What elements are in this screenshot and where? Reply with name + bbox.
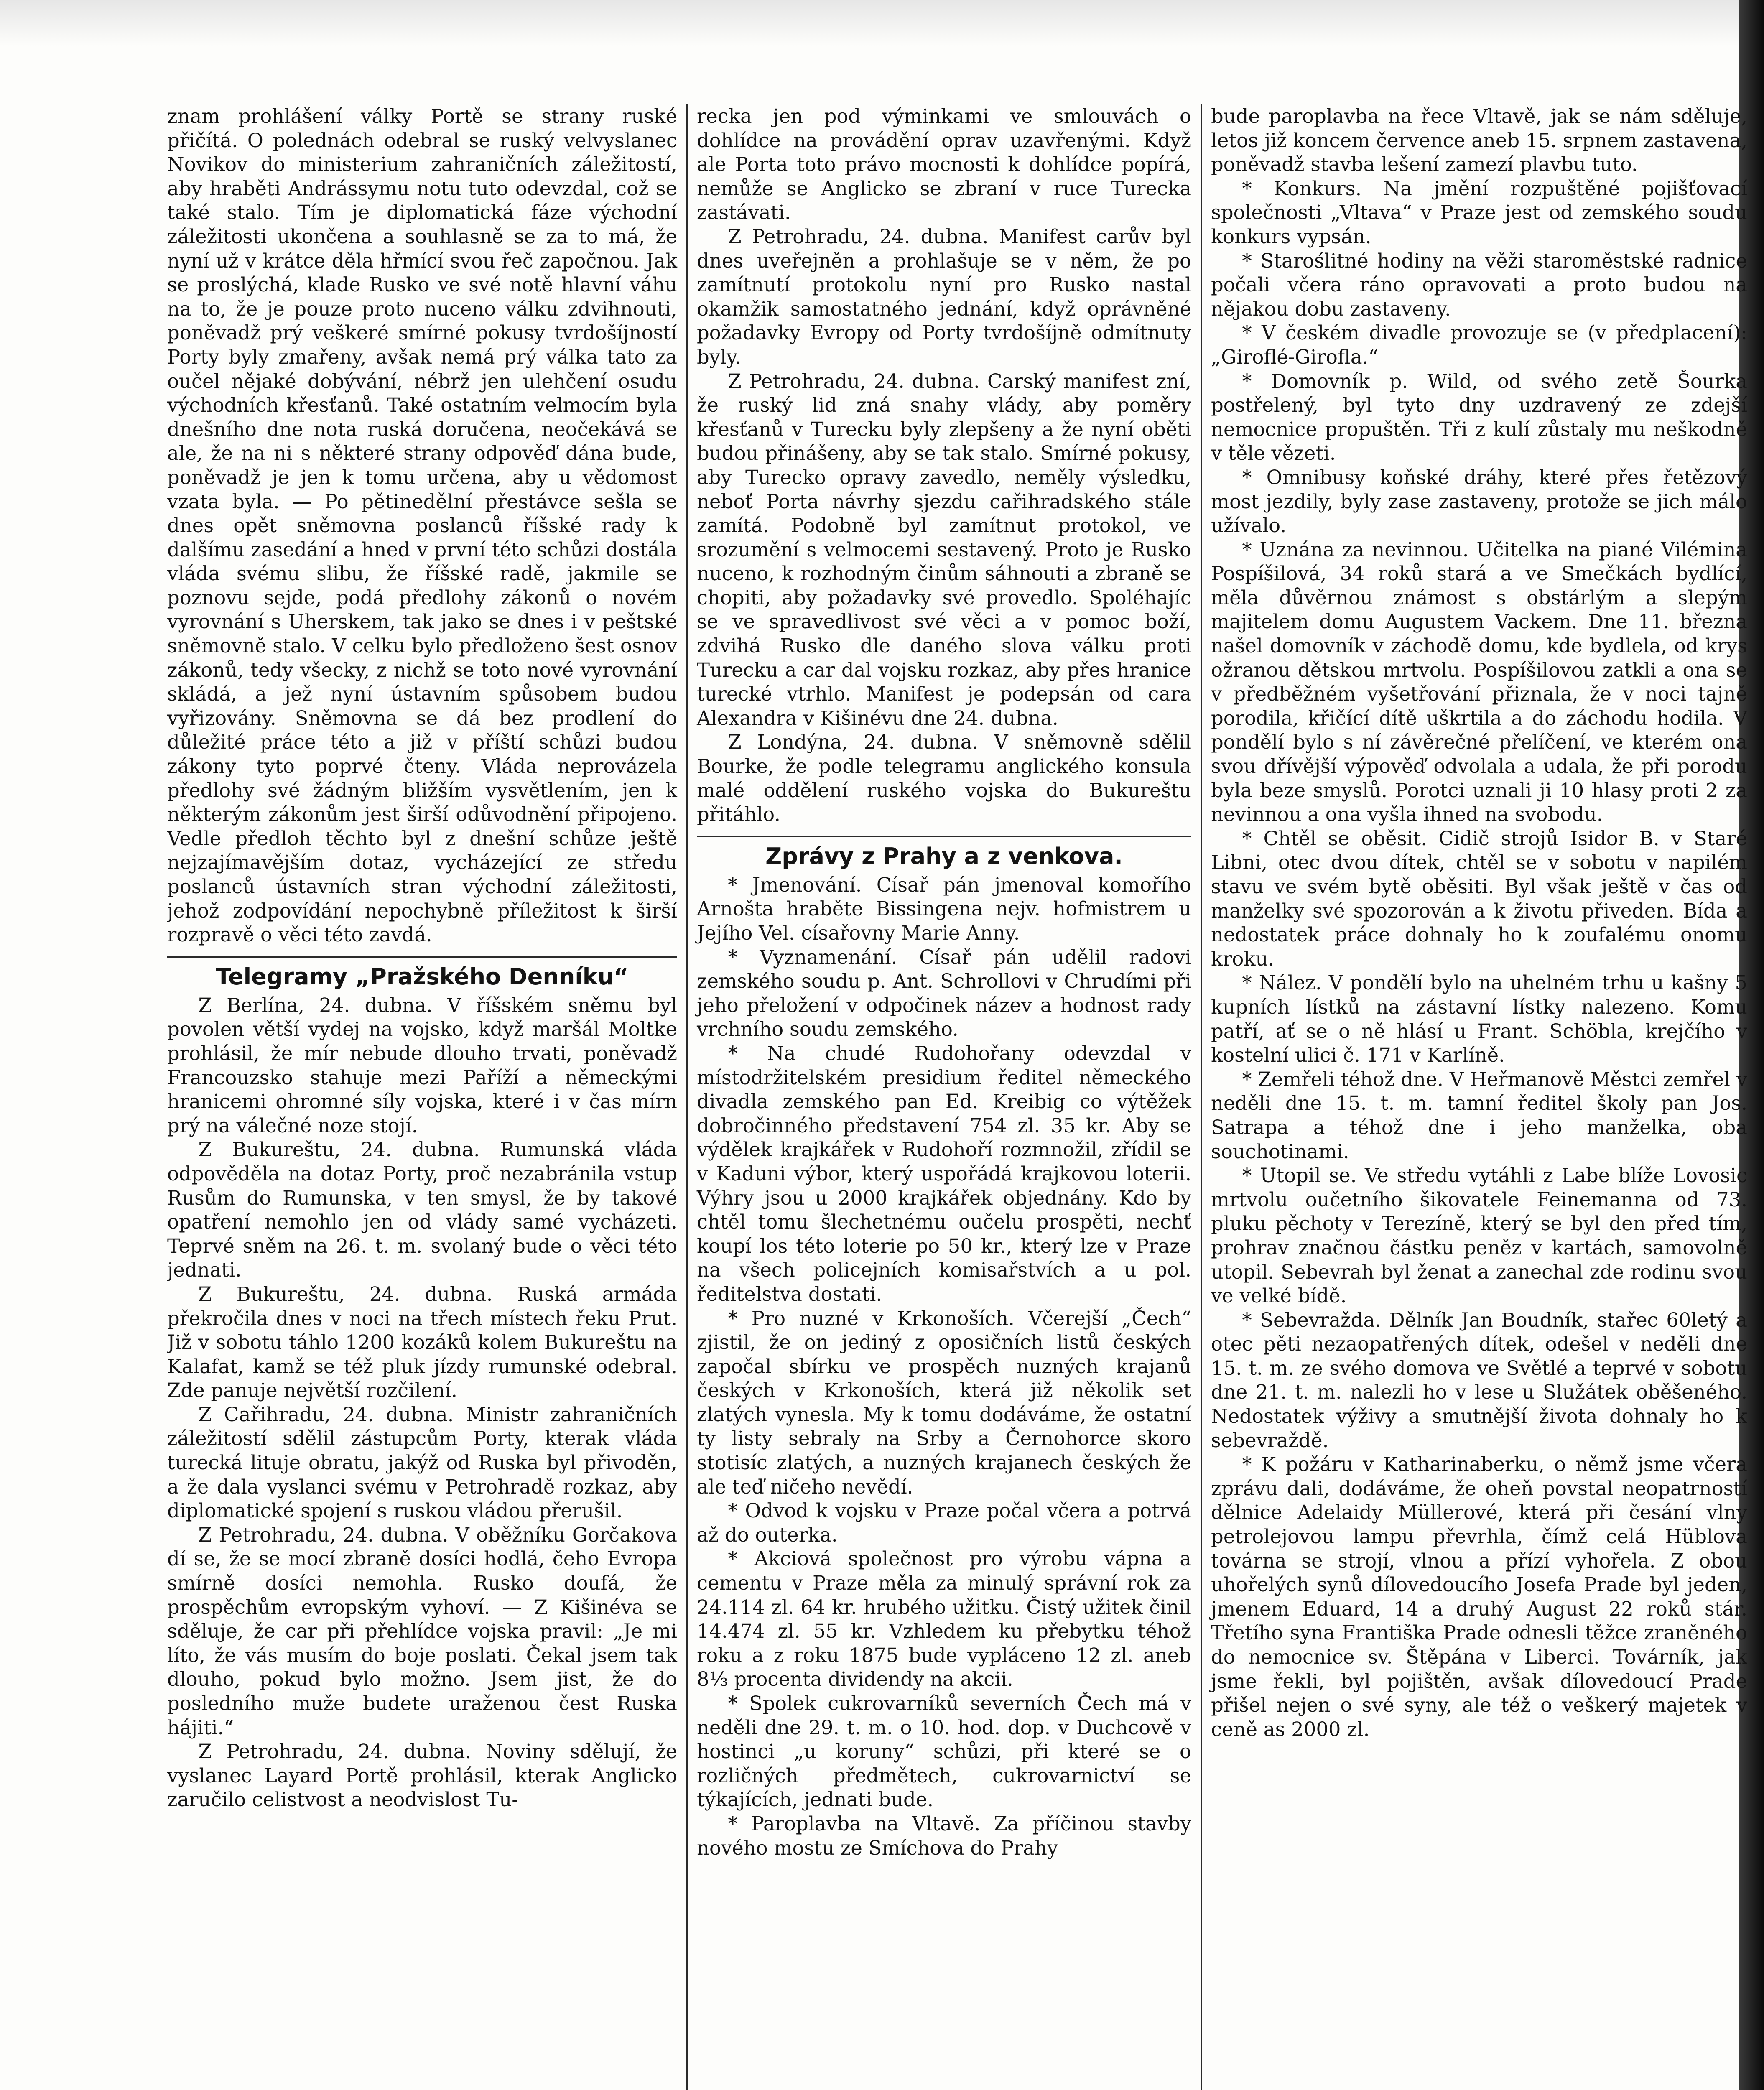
news-item: * Chtěl se oběsit. Cidič strojů Isidor B. v Staré Libni, otec dvou dítek, chtěl se v sobotu v napilém stavu ve svém bytě oběsiti. Byl však ještě v čas od manželky své spozorován a k životu přiveden. Bída a nedostatek práce dohnaly ho k zoufalému onomu kroku. bbox=[1211, 827, 1747, 970]
news-item: * Staroślitné hodiny na věži staroměstské radnice počali včera ráno opravovati a proto budou na nějakou dobu zastaveny. bbox=[1211, 249, 1747, 320]
news-item: * Na chudé Rudohořany odevzdal v místodržitelském presidium ředitel německého divadla zemského pan Ed. Kreibig co výtěžek dobročinného představení 754 zl. 35 kr. Aby se výdělek krajkářek v Rudohoří rozmnožil, zřídil se v Kaduni výbor, který uspořádá krajkovou loterii. Výhry jsou u 2000 krajkářek objednány. Kdo by chtěl tomu šlechetnému oučelu prospěti, nechť koupí los této loterie po 50 kr., který lze v Praze na všech policejních komisařstvích a u pol. ředitelstva dostati. bbox=[697, 1042, 1191, 1305]
telegram-item: Z Petrohradu, 24. dubna. Carský manifest zní, že ruský lid zná snahy vlády, aby poměry křesťanů v Turecku byly zlepšeny a že nyní oběti budou přinášeny, aby se tak stalo. Smírné pokusy, aby Turecko opravy zavedlo, neměly výsledku, neboť Porta návrhy sjezdu cařihradského stále zamítá. Podobně byl zamítnut protokol, ve srozumění s velmocemi sestavený. Proto je Rusko nuceno, k rozhodným činům sáhnouti a zbraně se chopiti, aby požadavky své provedlo. Spoléhajíc se ve spravedlivost své věci a v pomoc boží, zdvihá Rusko dle daného slova válku proti Turecku a car dal vojsku rozkaz, aby přes hranice turecké vtrhlo. Manifest je podepsán od cara Alexandra v Kišinévu dne 24. dubna. bbox=[697, 370, 1191, 729]
scan-top-shadow bbox=[0, 0, 1764, 46]
news-continuation: bude paroplavba na řece Vltavě, jak se nám sděluje, letos již koncem července aneb 15. srpnem zastavena, poněvadž stavba lešení zamezí plavbu tuto. bbox=[1211, 105, 1747, 176]
telegram-item: Z Bukureštu, 24. dubna. Ruská armáda překročila dnes v noci na třech místech řeku Prut. Již v sobotu táhlo 1200 kozáků kolem Bukureštu na Kalafat, kamž se též pluk jízdy rumunské odebral. Zde panuje největší rozčilení. bbox=[167, 1282, 677, 1402]
column-3 bbox=[1202, 104, 1747, 2090]
telegram-continuation: recka jen pod výminkami ve smlouvách o dohlídce na provádění oprav uzavřenými. Když ale Porta toto právo mocnosti k dohlídce popírá, nemůže se Anglicko se zbraní v ruce Turecka zastávati. bbox=[697, 105, 1191, 224]
telegram-item: Z Petrohradu, 24. dubna. Noviny sdělují, že vyslanec Layard Portě prohlásil, kterak Anglicko zaručilo celistvost a neodvislost Tu- bbox=[167, 1740, 677, 1811]
section-heading-prague-news: Zprávy z Prahy a z venkova. bbox=[765, 843, 1123, 869]
news-item: * Spolek cukrovarníků severních Čech má v neděli dne 29. t. m. o 10. hod. dop. v Duchcově v hostinci „u koruny“ schůzi, při které se o rozličných předmětech, cukrovarnictví se týkajících, jednati bude. bbox=[697, 1692, 1191, 1811]
telegram-item: Z Londýna, 24. dubna. V sněmovně sdělil Bourke, že podle telegramu anglického konsula malé oddělení ruského vojska do Bukureštu přitáhlo. bbox=[697, 731, 1191, 826]
news-item: * Jmenování. Císař pán jmenoval komořího Arnošta hraběte Bissingena nejv. hofmistrem u Jejího Vel. císařovny Marie Anny. bbox=[697, 873, 1191, 944]
news-item: * Konkurs. Na jmění rozpuštěné pojišťovací společnosti „Vltava“ v Praze jest od zemského soudu konkurs vypsán. bbox=[1211, 177, 1747, 248]
news-item: * Pro nuzné v Krkonoších. Včerejší „Čech“ zjistil, že on jediný z oposičních listů českých započal sbírku ve prospěch nuzných krajanů českých v Krkonoších, která již několik set zlatých vynesla. My k tomu dodáváme, že ostatní ty listy sebraly na Srby a Černohorce skoro stotisíc zlatých, a nuzných krajanech českých že ale teď ničeho nevědí. bbox=[697, 1307, 1191, 1498]
news-item: * V českém divadle provozuje se (v předplacení): „Giroflé-Girofla.“ bbox=[1211, 321, 1747, 368]
article-text: znam prohlášení války Portě se strany ruské přičítá. O polednách odebral se ruský velvyslanec Novikov do ministerium zahraničních záležitostí, aby hraběti Andrássymu notu tuto odevzdal, což se také stalo. Tím je diplomatická fáze východní záležitosti ukončena a souhlasně se za to má, že nyní už v krátce děla hřmící svou řeč započnou. Jak se proslýchá, klade Rusko ve své notě hlavní váhu na to, že je pouze proto nuceno válku zdvihnouti, poněvadž prý veškeré smírné pokusy tvrdošíjností Porty byly zmařeny, avšak nemá prý válka tato za oučel nějaké dobývání, nébrž jen ulehčení osudu východních křesťanů. Také ostatním velmocím byla dnešního dne nota ruská doručena, neočekává se ale, že na ni s některé strany odpověď dána bude, poněvadž je jen k tomu určena, aby u vědomost vzata byla. — Po pětinedělní přestávce sešla se dnes opět sněmovna poslanců říšské rady k dalšímu zasedání a hned v první této schůzi dostála vláda svému slibu, že říšské radě, jakmile se poznovu sejde, podá předlohy zákonů o novém vyrovnání s Uherskem, tak jako se dnes i v peštské sněmovně stalo. V celku bylo předloženo šest osnov zákonů, tedy všecky, z nichž se toto nové vyrovnání skládá, a jež nyní ústavním spůsobem budou vyřizovány. Sněmovna se dá bez prodlení do důležité práce této a již v příští schůzi budou zákony tyto poprvé čteny. Vláda neprovázela předlohy své žádným bližším vysvětlením, jen k některým zákonům jest širší odůvodnění připojeno. Vedle předloh těchto byl z dnešní schůze ještě nejzajímavějším dotaz, vycházející ze středu poslanců ústavních stran východní záležitosti, jehož zodpovídání nepochybně příležitost k širší rozpravě o věci této zavdá. bbox=[167, 105, 677, 946]
column-2 bbox=[688, 104, 1202, 2090]
news-item: * Odvod k vojsku v Praze počal včera a potrvá až do outerka. bbox=[697, 1499, 1191, 1546]
telegram-item: Z Berlína, 24. dubna. V říšském sněmu byl povolen větší vydej na vojsko, když maršál Moltke prohlásil, že mír nebude dlouho trvati, poněvadž Francouzsko stahuje mezi Paříží a německými hranicemi ohromné síly vojska, které i v čas mírn prý na válečné noze stojí. bbox=[167, 994, 677, 1137]
divider bbox=[167, 956, 677, 958]
telegram-item: Z Petrohradu, 24. dubna. Manifest carův byl dnes uveřejněn a prohlašuje se v něm, že po zamítnutí protokolu nyní pro Rusko nastal okamžik samostatného jednání, když oprávněné požadavky Evropy od Porty tvrdošíjně odmítnuty byly. bbox=[697, 225, 1191, 368]
news-item: * Omnibusy koňské dráhy, které přes řetězový most jezdily, byly zase zastaveny, protože se jich málo užívalo. bbox=[1211, 466, 1747, 537]
news-item: * Paroplavba na Vltavě. Za příčinou stavby nového mostu ze Smíchova do Prahy bbox=[697, 1812, 1191, 1859]
telegram-item: Z Cařihradu, 24. dubna. Ministr zahraničních záležitostí sdělil zástupcům Porty, kterak vláda turecká lituje obratu, jakýž od Ruska byl přivoděn, a že dala vyslanci svému v Petrohradě rozkaz, aby diplomatické spojení s ruskou vládou přerušil. bbox=[167, 1403, 677, 1522]
columns bbox=[167, 104, 1747, 2090]
news-item: * Sebevražda. Dělník Jan Boudník, stařec 60letý a otec pěti nezaopatřených dítek, odešel v neděli dne 15. t. m. ze svého domova ve Světlé a teprvé v sobotu dne 21. t. m. nalezli ho v lese u Služátek oběšeného. Nedostatek výživy a smutnější života dohnaly ho k sebevraždě. bbox=[1211, 1308, 1747, 1452]
news-item: * Akciová společnost pro výrobu vápna a cementu v Praze měla za minulý správní rok za 24.114 zl. 64 kr. hrubého užitku. Čistý užitek činil 14.474 zl. 55 kr. Vzhledem ku přebytku téhož roku a z roku 1875 bude vypláceno 12 zl. aneb 8⅓ procenta dividendy na akcii. bbox=[697, 1547, 1191, 1691]
news-item: * Uznána za nevinnou. Učitelka na piané Vilémina Pospíšilová, 34 roků stará a ve Smečkách bydlící, měla důvěrnou známost s obstárlým a slepým majitelem domu Augustem Vackem. Dne 11. března našel domovník v záchodě domu, kde bydlela, od krys ožranou dětskou mrtvolu. Pospíšilovou zatkli a ona se v předběžném vyšetřování přiznala, že v noci tajně porodila, křičící dítě uškrtila a do záchodu hodila. V pondělí bylo s ní závěrečné přelíčení, ve kterém ona svou dřívější výpověď odvolala a udala, že při porodu byla beze smyslů. Porotci uznali ji 10 hlasy proti 2 za nevinnou a ona vyšla ihned na svobodu. bbox=[1211, 538, 1747, 826]
news-item: * Utopil se. Ve středu vytáhli z Labe blíže Lovosic mrtvolu oučetního šikovatele Feinemanna od 73. pluku pěchoty v Terezíně, který se byl den před tím, prohrav značnou částku peněz v kartách, samovolně utopil. Sebevrah byl ženat a zanechal zde rodinu svou ve velké bídě. bbox=[1211, 1164, 1747, 1308]
news-item: * Nález. V pondělí bylo na uhelném trhu u kašny 5 kupních lístků na zástavní lístky nalezeno. Komu patří, ať se o ně hlásí u Frant. Schöbla, krejčího v kostelní ulici č. 171 v Karlíně. bbox=[1211, 971, 1747, 1067]
news-item: * K požáru v Katharinaberku, o němž jsme včera zprávu dali, dodáváme, že oheň povstal neopatrností dělnice Adelaidy Müllerové, která při česání vlny petrolejovou lampu převrhla, čímž celá Hüblova továrna se strojí, vlnou a přízí vyhořela. Z obou uhořelých synů dílovedoucího Josefa Prade byl jeden, jmenem Eduard, 14 a druhý August 22 roků stár. Třetího syna Františka Prade odnesli těžce zraněného do nemocnice sv. Štěpána v Liberci. Továrník, jak jsme řekli, byl pojištěn, avšak dílovedoucí Prade přišel nejen o své syny, ale též o veškerý majetek v ceně as 2000 zl. bbox=[1211, 1453, 1747, 1741]
divider bbox=[697, 836, 1191, 837]
section-heading-telegrams: Telegramy „Pražského Denníku“ bbox=[216, 963, 629, 990]
news-item: * Zemřeli téhož dne. V Heřmanově Městci zemřel v neděli dne 15. t. m. tamní ředitel školy pan Jos. Satrapa a téhož dne i jeho manželka, oba souchotinami. bbox=[1211, 1068, 1747, 1163]
news-item: * Domovník p. Wild, od svého zetě Šourka postřelený, byl tyto dny uzdravený ze zdejší nemocnice propuštěn. Tři z kulí zůstaly mu neškodně v těle vězeti. bbox=[1211, 370, 1747, 465]
telegram-item: Z Petrohradu, 24. dubna. V oběžníku Gorčakova dí se, že se mocí zbraně dosíci hodlá, čeho Evropa smírně dosíci nemohla. Rusko doufá, že prospěchům evropským vyhoví. — Z Kišinéva se sděluje, že car při přehlídce vojska pravil: „Je mi líto, že vás musím do boje poslati. Čekal jsem tak dlouho, pokud bylo možno. Jsem jist, že do posledního muže budete uraženou čest Ruska hájiti.“ bbox=[167, 1523, 677, 1739]
column-1 bbox=[167, 104, 688, 2090]
telegram-item: Z Bukureštu, 24. dubna. Rumunská vláda odpověděla na dotaz Porty, proč nezabránila vstup Rusům do Rumunska, v ten smysl, že by takové opatření nemohlo jen od vlády samé vycházeti. Teprvé sněm na 26. t. m. svolaný bude o věci této jednati. bbox=[167, 1138, 677, 1282]
news-item: * Vyznamenání. Císař pán udělil radovi zemského soudu p. Ant. Schrollovi v Chrudími při jeho přeložení v odpočinek název a hodnost rady vrchního soudu zemského. bbox=[697, 946, 1191, 1041]
